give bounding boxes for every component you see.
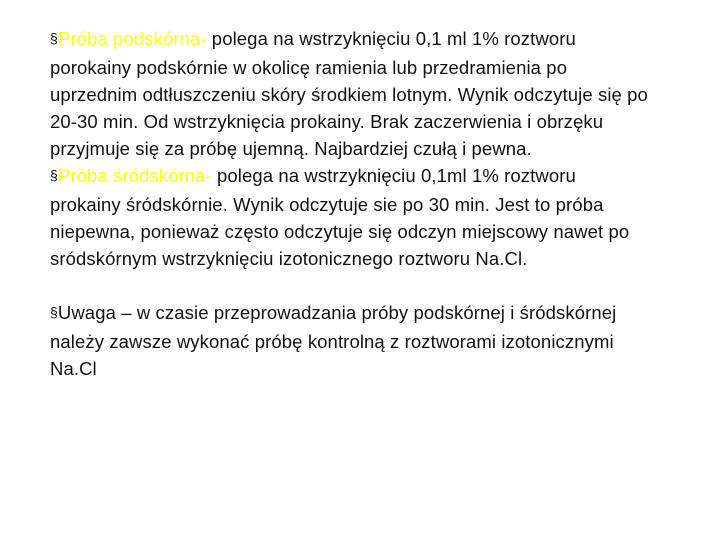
paragraph-intradermal-test: [50, 162, 650, 272]
paragraph-note: [50, 299, 650, 382]
note-text: Uwaga – w czasie przeprowadzania próby podskórnej i śródskórnej należy zawsze wykonać próbę kontrolną z roztworami izotonicznymi Na.Cl: [50, 302, 617, 379]
intradermal-test-text: polega na wstrzyknięciu 0,1ml 1% roztworu prokainy śródskórnie. Wynik odczytuje sie po 30 min. Jest to próba niepewna, ponieważ często odczytuje się odczyn miejscowy nawet po sródskórnym wstrzyknięciu izotonicznego roztworu Na.Cl.: [50, 165, 630, 269]
bullet-icon: §: [50, 30, 58, 46]
spacer: [50, 272, 650, 299]
bullet-icon: §: [50, 304, 58, 320]
bullet-icon: §: [50, 167, 58, 183]
subcutaneous-test-text: polega na wstrzyknięciu 0,1 ml 1% roztworu porokainy podskórnie w okolicę ramienia lub przedramienia po uprzednim odtłuszczeniu skóry środkiem lotnym. Wynik odczytuje się po 20-30 min. Od wstrzyknięcia prokainy. Brak zaczerwienia i obrzęku przyjmuje się za próbę ujemną. Najbardziej czułą i pewna.: [50, 28, 648, 159]
paragraph-subcutaneous-test: [50, 25, 650, 162]
subcutaneous-test-heading: Próba podskórna-: [57, 28, 207, 49]
slide-content: [50, 25, 650, 382]
intradermal-test-heading: Próba śródskórna-: [57, 165, 212, 186]
